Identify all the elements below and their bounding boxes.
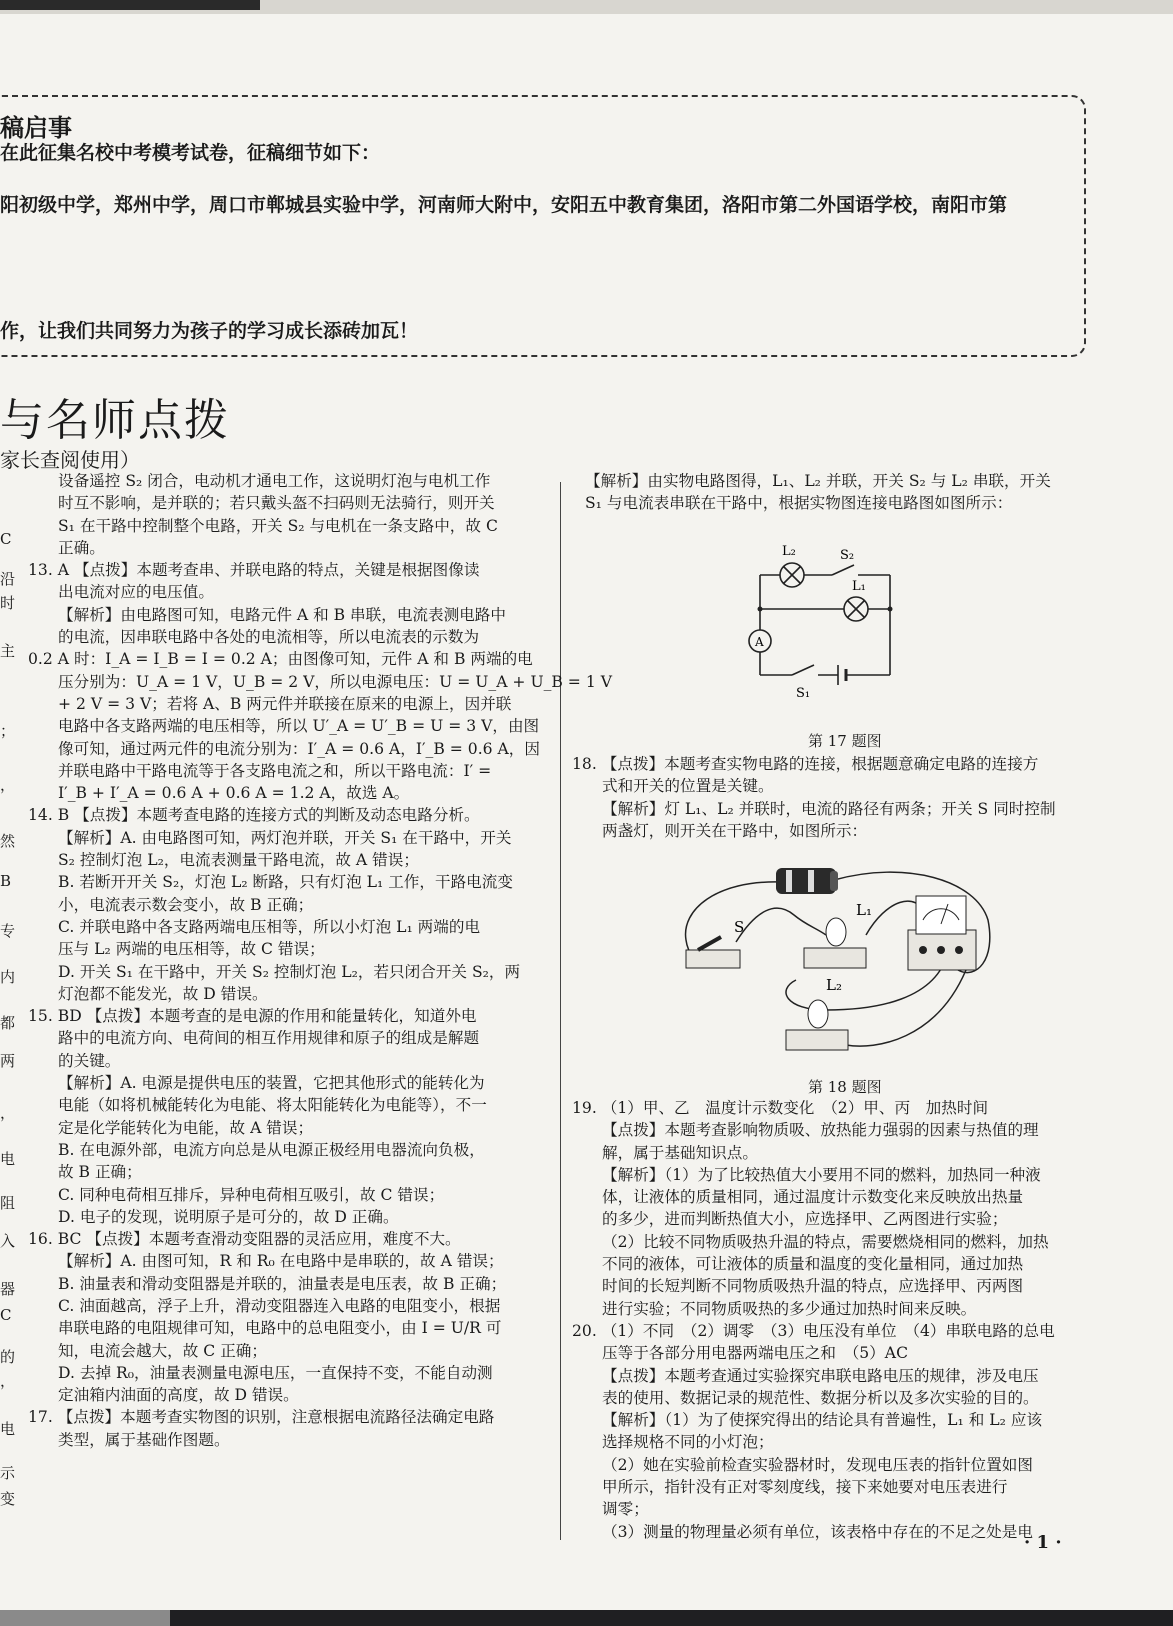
text-line: 【解析】（1）为了比较热值大小要用不同的燃料，加热同一种液 xyxy=(602,1165,1041,1184)
text-line: 灯泡都不能发光，故 D 错误。 xyxy=(58,984,268,1003)
figure-17-caption: 第 17 题图 xyxy=(808,732,882,750)
scan-top-shadow xyxy=(0,0,260,10)
text-line: 【解析】A. 由电路图可知，两灯泡并联，开关 S₁ 在干路中，开关 xyxy=(58,828,512,847)
cut-char: 时 xyxy=(0,594,16,612)
text-line: （2）比较不同物质吸热升温的特点，需要燃烧相同的燃料，加热 xyxy=(602,1232,1049,1251)
cut-char: ， xyxy=(0,1372,16,1390)
text-line: S₁ 在干路中控制整个电路，开关 S₂ 与电机在一条支路中，故 C xyxy=(58,516,498,535)
text-line: D. 去掉 R₀，油量表测量电源电压，一直保持不变，不能自动测 xyxy=(58,1363,493,1382)
text-line: 设备遥控 S₂ 闭合，电动机才通电工作，这说明灯泡与电机工作 xyxy=(58,472,491,490)
text-line: 串联电路的电阻规律可知，电路中的总电阻变小，由 I = U/R 可 xyxy=(58,1319,502,1338)
cut-char: C xyxy=(0,530,12,548)
scan-bottom-shadow xyxy=(0,1610,170,1626)
text-line: 出电流对应的电压值。 xyxy=(58,583,214,602)
right-column-top xyxy=(585,470,1051,515)
text-line: 压等于各部分用电器两端电压之和 （5）AC xyxy=(602,1344,909,1363)
scan-top-band xyxy=(0,0,1173,14)
text-line: 进行实验；不同物质吸热的多少通过加热时间来反映。 xyxy=(602,1299,977,1318)
cut-char: C xyxy=(0,1306,12,1324)
text-line: 故 B 正确； xyxy=(58,1163,142,1182)
text-line: 18. 【点拨】本题考查实物电路的连接，根据题意确定电路的连接方 xyxy=(572,755,1039,773)
text-line: 20. （1）不同 （2）调零 （3）电压没有单位 （4）串联电路的总电 xyxy=(572,1321,1055,1340)
text-line: 定油箱内油面的高度，故 D 错误。 xyxy=(58,1386,299,1405)
text-line: C. 油面越高，浮子上升，滑动变阻器连入电路的电阻变小，根据 xyxy=(58,1296,501,1315)
text-line: 【解析】由电路图可知，电路元件 A 和 B 串联，电流表测电路中 xyxy=(58,605,506,624)
text-line: 不同的液体，可让液体的质量和温度的变化量相同，通过加热 xyxy=(602,1255,1024,1274)
cut-char: 然 xyxy=(0,832,16,850)
text-line: 电能（如将机械能转化为电能、将太阳能转化为电能等），不一 xyxy=(58,1096,487,1115)
page-number: · 1 · xyxy=(1024,1532,1062,1553)
text-line: 【点拨】本题考查通过实验探究串联电路电压的规律，涉及电压 xyxy=(602,1366,1039,1385)
text-line: 正确。 xyxy=(58,538,105,557)
cut-char: 两 xyxy=(0,1052,16,1070)
figure-18-caption: 第 18 题图 xyxy=(808,1078,882,1096)
fig17-label-S2: S₂ xyxy=(840,548,855,563)
cut-char: ； xyxy=(0,722,16,740)
text-line: 体，让液体的质量相同，通过温度计示数变化来反映放出热量 xyxy=(602,1188,1024,1207)
notice-line-1: 在此征集名校中考模考试卷，征稿细节如下： xyxy=(0,142,381,164)
cut-char: 沿 xyxy=(0,570,16,588)
figure-18-wiring xyxy=(676,840,1016,1060)
text-line: 【解析】灯 L₁、L₂ 并联时，电流的路径有两条；开关 S 同时控制 xyxy=(602,799,1056,818)
text-line: 小，电流表示数会变小，故 B 正确； xyxy=(58,895,314,914)
text-line: I′_B + I′_A = 0.6 A + 0.6 A = 1.2 A，故选 A。 xyxy=(58,784,410,803)
text-line: （2）她在实验前检查实验器材时，发现电压表的指针位置如图 xyxy=(602,1455,1033,1474)
fig17-label-L1: L₁ xyxy=(852,579,866,594)
text-line: B. 油量表和滑动变阻器是并联的，油量表是电压表，故 B 正确； xyxy=(58,1274,507,1293)
scan-bottom-band xyxy=(0,1610,1173,1626)
cut-char: ， xyxy=(0,1104,16,1122)
fig18-label-S: S xyxy=(734,918,745,936)
cut-char: 专 xyxy=(0,922,16,940)
text-line: D. 电子的发现，说明原子是可分的，故 D 正确。 xyxy=(58,1207,399,1226)
figure-17-circuit xyxy=(740,525,920,705)
text-line: 【点拨】本题考查影响物质吸、放热能力强弱的因素与热值的理 xyxy=(602,1121,1039,1140)
cut-char: 示 xyxy=(0,1464,16,1482)
text-line: 路中的电流方向、电荷间的相互作用规律和原子的组成是解题 xyxy=(58,1029,480,1048)
text-line: 0.2 A 时：I_A = I_B = I = 0.2 A；由图像可知，元件 A 和 B 两端的电 xyxy=(28,650,533,669)
text-line: 表的使用、数据记录的规范性、数据分析以及多次实验的目的。 xyxy=(602,1388,1039,1407)
cut-char: 变 xyxy=(0,1490,16,1508)
notice-line-2: 阳初级中学，郑州中学，周口市郸城县实验中学，河南师大附中，安阳五中教育集团，洛阳市第二外国语学校，南阳市第 xyxy=(0,194,1008,216)
fig18-label-L1: L₁ xyxy=(856,901,872,919)
page-title: 与名师点拨 xyxy=(0,395,230,446)
text-line: 17. 【点拨】本题考查实物图的识别，注意根据电流路径法确定电路 xyxy=(28,1408,495,1427)
text-line: 选择规格不同的小灯泡； xyxy=(602,1433,774,1452)
text-line: 13. A 【点拨】本题考查串、并联电路的特点，关键是根据图像读 xyxy=(28,561,480,580)
text-line: D. 开关 S₁ 在干路中，开关 S₂ 控制灯泡 L₂，若只闭合开关 S₂，两 xyxy=(58,962,521,981)
text-line: 两盏灯，则开关在干路中，如图所示： xyxy=(602,821,868,840)
fig17-ammeter-label: A xyxy=(755,635,764,649)
cut-char: 器 xyxy=(0,1280,16,1298)
text-line: 【解析】A. 由图可知，R 和 R₀ 在电路中是串联的，故 A 错误； xyxy=(58,1252,504,1271)
text-line: 15. BD 【点拨】本题考查的是电源的作用和能量转化，知道外电 xyxy=(28,1007,477,1026)
text-line: 类型，属于基础作图题。 xyxy=(58,1430,230,1449)
text-line: （3）测量的物理量必须有单位，该表格中存在的不足之处是电 xyxy=(602,1522,1033,1541)
text-line: B. 在电源外部，电流方向总是从电源正极经用电器流向负极， xyxy=(58,1140,485,1159)
cut-char: 都 xyxy=(0,1014,16,1032)
text-line: 并联电路中干路电流等于各支路电流之和，所以干路电流：I′ = xyxy=(58,761,492,780)
text-line: 电路中各支路两端的电压相等，所以 U′_A = U′_B = U = 3 V，由图 xyxy=(58,717,540,736)
text-line: 16. BC 【点拨】本题考查滑动变阻器的灵活应用，难度不大。 xyxy=(28,1230,461,1249)
cut-char: 电 xyxy=(0,1150,16,1168)
text-line: S₂ 控制灯泡 L₂，电流表测量干路电流，故 A 错误； xyxy=(58,851,419,870)
cut-char: 入 xyxy=(0,1232,16,1250)
text-line: 【解析】由实物电路图得，L₁、L₂ 并联，开关 S₂ 与 L₂ 串联，开关 xyxy=(585,472,1051,490)
text-line: 压分别为：U_A = 1 V，U_B = 2 V，所以电源电压：U = U_A + U_B = 1 V xyxy=(58,672,612,691)
text-line: + 2 V = 3 V；若将 A、B 两元件并联接在原来的电源上，因并联 xyxy=(58,694,512,713)
text-line: 定是化学能转化为电能，故 A 错误； xyxy=(58,1118,314,1137)
text-line: 解，属于基础知识点。 xyxy=(602,1143,758,1162)
left-column xyxy=(28,470,612,1451)
fig17-label-L2: L₂ xyxy=(782,544,796,559)
cut-char: B xyxy=(0,872,12,890)
cut-char: 内 xyxy=(0,968,16,986)
text-line: 的多少，进而判断热值大小，应选择甲、乙两图进行实验； xyxy=(602,1210,1008,1229)
notice-title: 稿启事 xyxy=(0,114,72,142)
fig17-label-S1: S₁ xyxy=(796,686,811,701)
cut-char: ， xyxy=(0,776,16,794)
text-line: 压与 L₂ 两端的电压相等，故 C 错误； xyxy=(58,940,325,959)
text-line: B. 若断开开关 S₂，灯泡 L₂ 断路，只有灯泡 L₁ 工作，干路电流变 xyxy=(58,873,513,892)
right-column-bottom xyxy=(572,1097,1055,1543)
text-line: 14. B 【点拨】本题考查电路的连接方式的判断及动态电路分析。 xyxy=(28,806,480,825)
text-line: 的电流，因串联电路中各处的电流相等，所以电流表的示数为 xyxy=(58,628,480,647)
cut-char: 主 xyxy=(0,642,16,660)
text-line: 调零； xyxy=(602,1500,649,1519)
right-column-mid xyxy=(572,753,1056,842)
text-line: 知，电流会越大，故 C 正确； xyxy=(58,1341,267,1360)
cut-char: 阻 xyxy=(0,1194,16,1212)
text-line: 时间的长短判断不同物质吸热升温的特点，应选择甲、丙两图 xyxy=(602,1277,1024,1296)
text-line: 像可知，通过两元件的电流分别为：I′_A = 0.6 A，I′_B = 0.6 A，因 xyxy=(58,739,540,758)
page-subtitle: 家长查阅使用） xyxy=(0,448,140,472)
fig18-label-L2: L₂ xyxy=(826,976,842,994)
text-line: 【解析】（1）为了使探究得出的结论具有普遍性，L₁ 和 L₂ 应该 xyxy=(602,1411,1043,1430)
text-line: 时互不影响，是并联的；若只戴头盔不扫码则无法骑行，则开关 xyxy=(58,494,495,513)
text-line: 【解析】A. 电源是提供电压的装置，它把其他形式的能转化为 xyxy=(58,1074,485,1093)
text-line: 的关键。 xyxy=(58,1051,121,1070)
text-line: S₁ 与电流表串联在干路中，根据实物图连接电路图如图所示： xyxy=(585,494,1013,513)
text-line: C. 并联电路中各支路两端电压相等，所以小灯泡 L₁ 两端的电 xyxy=(58,917,481,936)
text-line: 甲所示，指针没有正对零刻度线，接下来她要对电压表进行 xyxy=(602,1478,1008,1497)
text-line: 19. （1）甲、乙 温度计示数变化 （2）甲、丙 加热时间 xyxy=(572,1099,989,1117)
notice-line-3: 作，让我们共同努力为孩子的学习成长添砖加瓦！ xyxy=(0,320,419,342)
cut-char: 电 xyxy=(0,1420,16,1438)
cut-char: 的 xyxy=(0,1348,16,1366)
text-line: 式和开关的位置是关键。 xyxy=(602,777,774,796)
text-line: C. 同种电荷相互排斥，异种电荷相互吸引，故 C 错误； xyxy=(58,1185,445,1204)
